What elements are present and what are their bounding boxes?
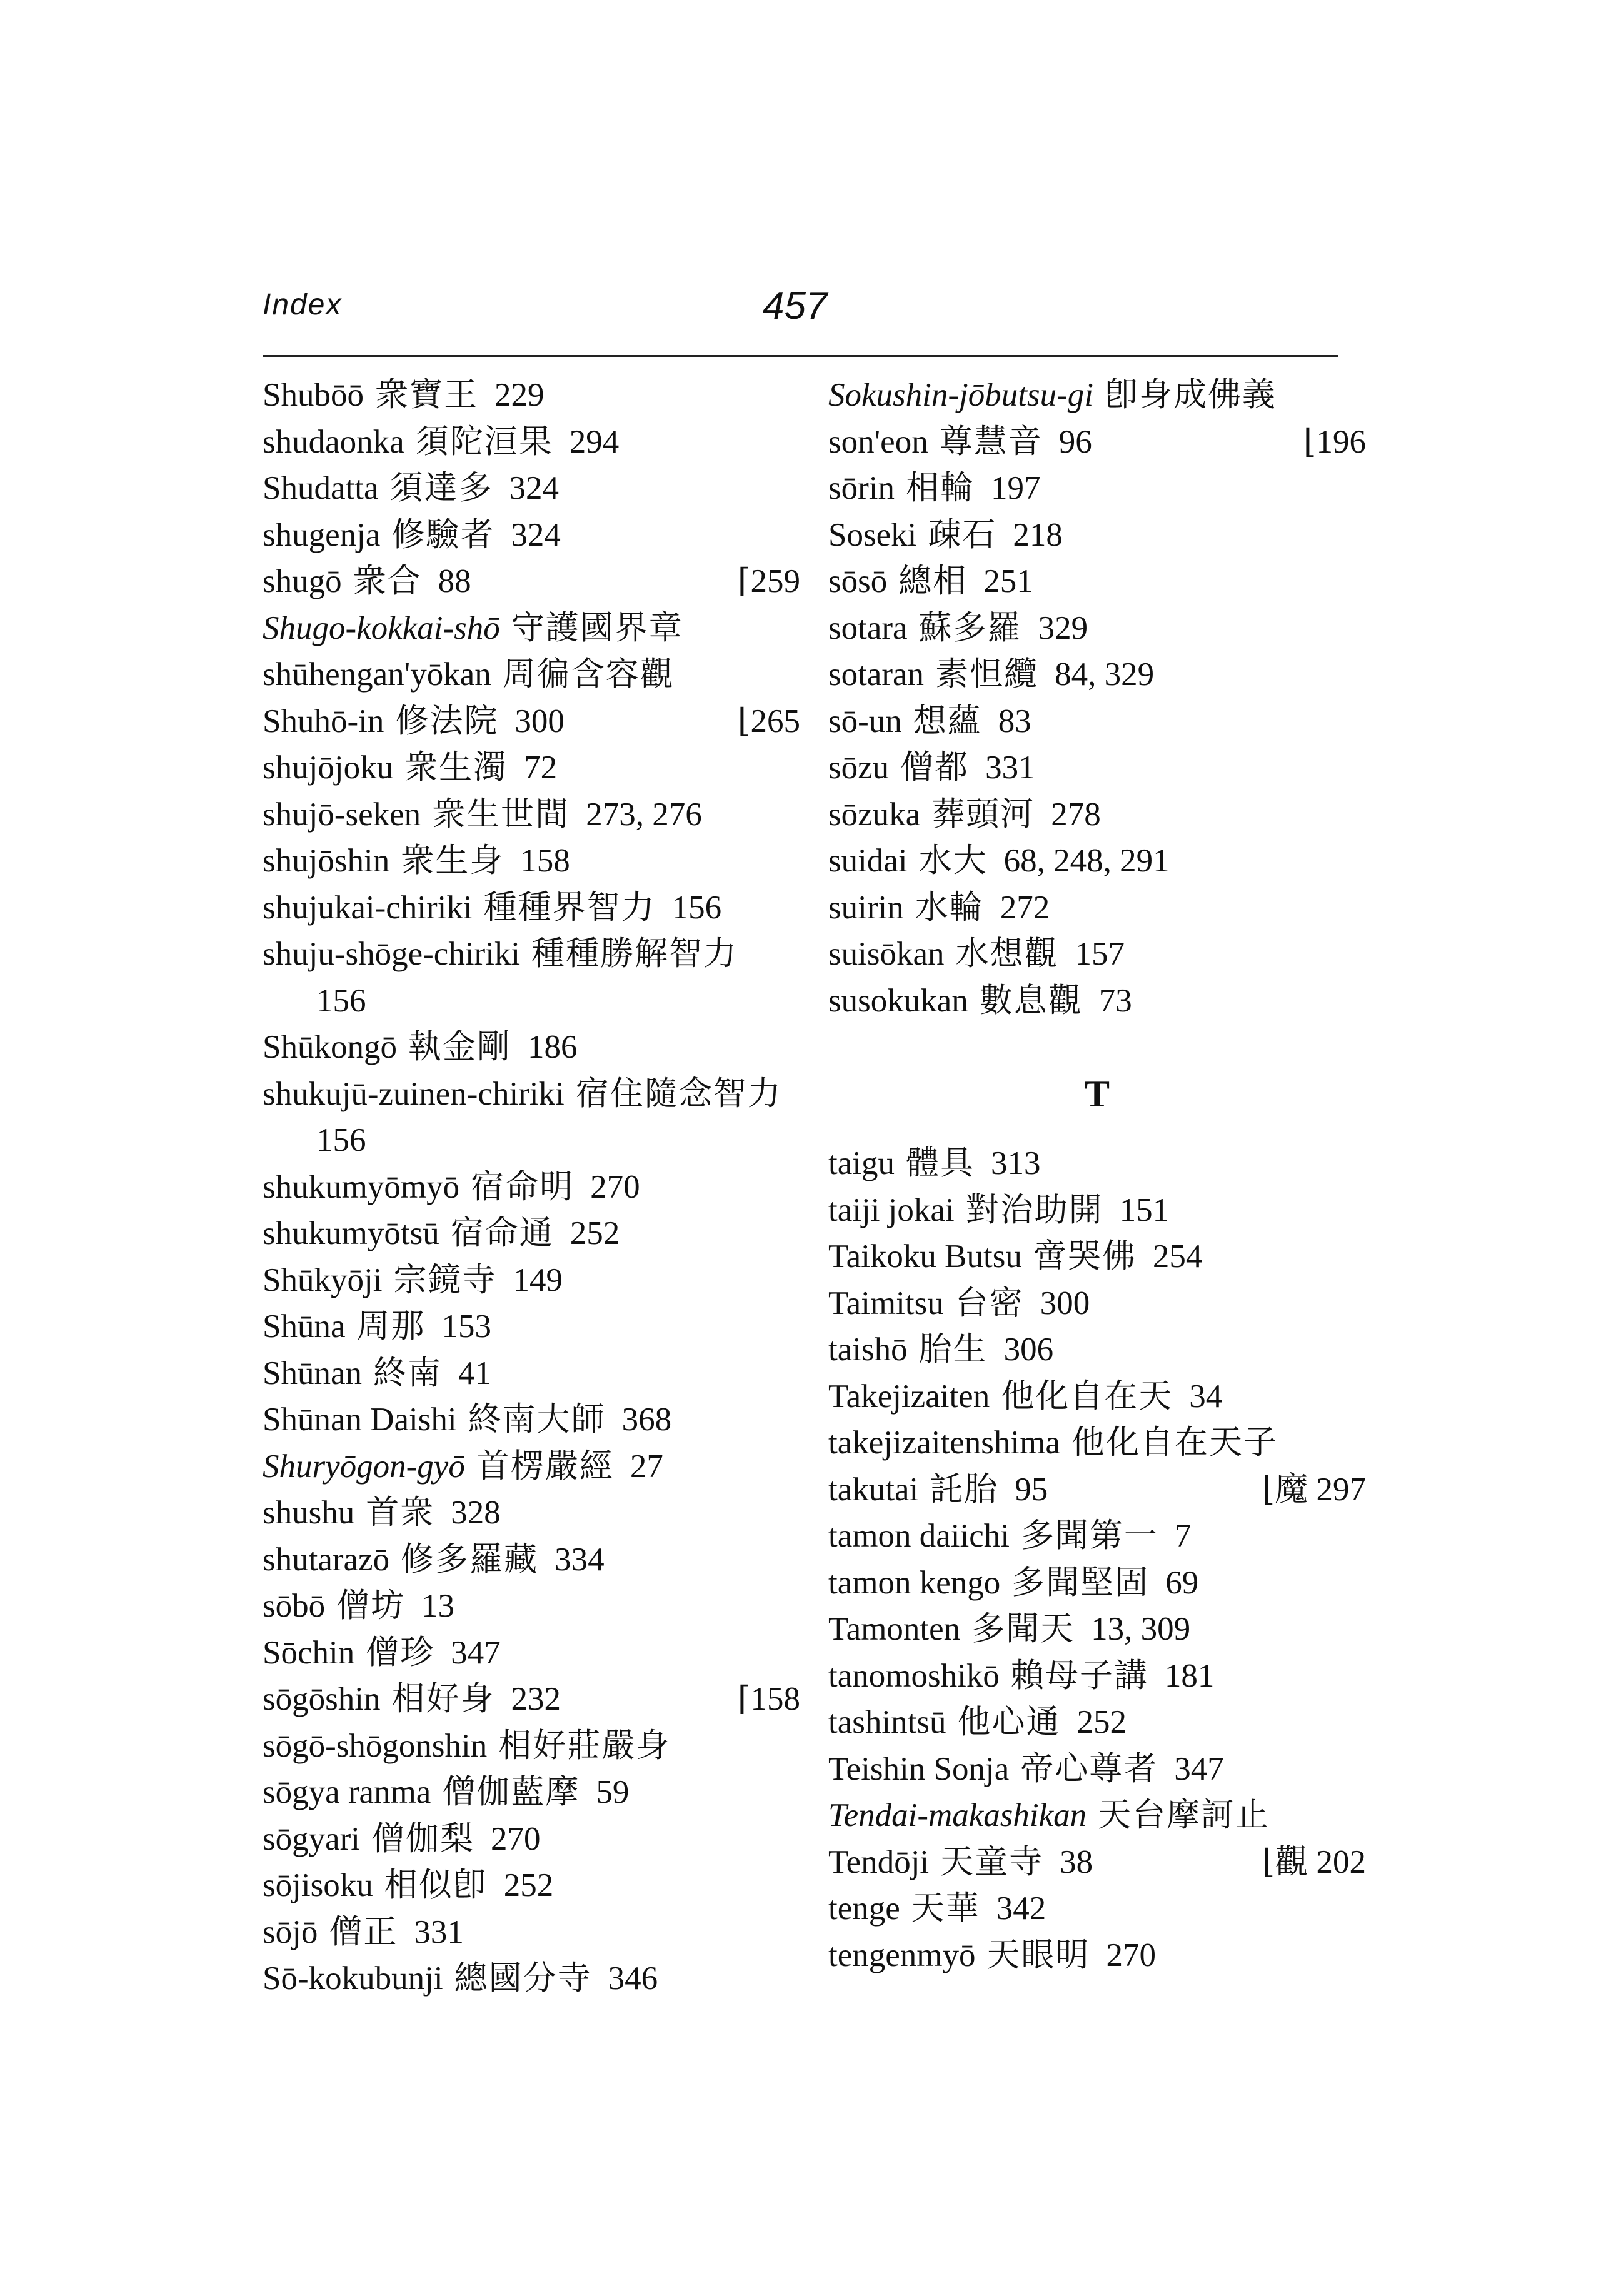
entry-term: Taikoku Butsu [828,1238,1022,1275]
entry-term: tanomoshikō [828,1657,1000,1694]
entry-term: takutai [828,1471,919,1508]
entry-kanji: 衆生世間 [432,795,570,833]
entry-term: Tendai-makashikan [828,1797,1087,1833]
entry-term: taiji jokai [828,1191,955,1228]
entry-kanji: 蘇多羅 [918,608,1022,647]
entry-pages: 151 [1119,1191,1170,1228]
entry-kanji: 須達多 [389,469,493,507]
entry-kanji: 首楞嚴經 [476,1446,614,1485]
entry-kanji: 相好莊嚴身 [498,1726,671,1765]
entry-kanji: 啻哭佛 [1033,1237,1137,1275]
entry-kanji: 僧都 [900,748,970,786]
entry-term: shūhengan'yōkan [263,656,491,693]
entry-term: Tamonten [828,1611,961,1647]
index-entry [828,1560,1366,1607]
entry-term: Takejizaiten [828,1378,990,1415]
index-entry [263,419,800,466]
entry-pages: 7 [1174,1518,1192,1554]
entry-kanji: 水想觀 [955,935,1059,973]
index-entry [828,1187,1366,1234]
entry-term: sōgya ranma [263,1774,431,1810]
running-head: Index [263,288,343,321]
entry-kanji: 託胎 [930,1470,999,1508]
entry-pages: 252 [1076,1704,1127,1740]
entry-term: shuju-shōge-chiriki [263,936,521,972]
index-entry [828,1513,1366,1560]
entry-pages: 306 [1003,1331,1054,1368]
entry-term: sōgō-shōgonshin [263,1727,488,1764]
entry-kanji: 天華 [911,1889,980,1927]
continuation-mark: ⌈259 [737,563,800,599]
index-entry [828,931,1366,978]
index-entry [828,1699,1366,1746]
entry-term: Sokushin-jōbutsu-gi [828,377,1093,413]
entry-term: Tendōji [828,1843,930,1880]
entry-kanji: 葬頭河 [931,795,1035,833]
index-entry [828,1373,1366,1420]
entry-kanji: 衆寶王 [374,376,478,414]
entry-kanji: 終南大師 [468,1400,606,1438]
entry-pages: 328 [451,1495,501,1531]
entry-pages: 149 [513,1261,563,1298]
entry-kanji: 終南 [373,1353,442,1392]
entry-kanji: 僧珍 [366,1633,435,1672]
entry-pages: 313 [990,1145,1041,1181]
entry-term: tamon daiichi [828,1518,1010,1554]
entry-term: suisōkan [828,936,945,972]
page-number: 457 [763,284,828,328]
entry-pages: 334 [555,1541,605,1578]
index-entry [828,558,1366,605]
entry-pages: 83 [998,703,1031,739]
index-entry [828,1885,1366,1932]
entry-kanji: 素怛纜 [935,655,1039,693]
index-entry [263,651,800,698]
index-entry [263,605,800,652]
entry-pages: 324 [509,470,559,506]
index-entry [828,1606,1366,1653]
entry-pages: 13 [421,1588,455,1624]
entry-kanji: 種種界智力 [483,888,656,926]
index-entry [828,838,1366,885]
entry-pages: 27 [630,1448,663,1485]
entry-term: Shudatta [263,470,379,506]
entry-pages: 38 [1060,1843,1093,1880]
index-entry [263,1816,800,1863]
index-entry [828,1233,1366,1280]
index-entry [828,978,1366,1025]
entry-pages: 181 [1164,1657,1215,1694]
entry-kanji: 僧伽藍摩 [442,1773,580,1811]
header-rule [263,355,1338,357]
index-entry [263,1024,800,1071]
entry-kanji: 守護國界章 [511,608,683,647]
index-entry [828,1839,1366,1886]
entry-term: sōgyari [263,1820,361,1857]
entry-term: Soseki [828,516,917,553]
index-entry [263,1537,800,1583]
index-entry [828,465,1366,512]
entry-kanji: 天童寺 [940,1842,1044,1881]
entry-pages: 72 [524,749,558,786]
continuation-mark: ⌊魔 297 [1262,1471,1366,1508]
entry-kanji: 宗鏡寺 [393,1260,497,1299]
page-header [263,284,1338,350]
entry-kanji: 台密 [955,1283,1024,1322]
entry-pages: 34 [1189,1378,1223,1415]
index-entry [263,1583,800,1630]
entry-kanji: 多聞天 [971,1610,1075,1648]
entry-kanji: 天眼明 [986,1935,1090,1974]
index-entry [263,558,800,605]
right-column-t-entries [828,1140,1366,1978]
entry-kanji: 僧正 [329,1912,398,1951]
entry-kanji: 宿住隨念智力 [575,1074,782,1113]
entry-kanji: 對治助開 [965,1190,1103,1229]
entry-pages: 331 [985,749,1035,786]
entry-term: shujōjoku [263,749,394,786]
entry-pages: 329 [1038,609,1088,646]
entry-kanji: 周那 [356,1307,426,1345]
entry-kanji: 衆合 [353,562,422,600]
entry-pages: 96 [1058,423,1092,460]
index-entry [263,885,800,931]
index-entry [828,885,1366,931]
index-entry [828,1326,1366,1373]
entry-kanji: 多聞堅固 [1011,1563,1150,1602]
entry-kanji: 衆生身 [401,841,504,880]
entry-pages: 218 [1013,516,1063,553]
entry-pages: 156 [316,982,366,1019]
entry-kanji: 想蘊 [913,701,982,740]
entry-kanji: 他化自在天子 [1071,1423,1278,1461]
entry-pages: 270 [1106,1937,1156,1973]
entry-term: taigu [828,1145,895,1181]
index-entry [263,1630,800,1677]
entry-term: suidai [828,843,908,879]
entry-pages: 324 [511,516,561,553]
entry-term: shugō [263,563,342,599]
entry-term: sōbō [263,1588,326,1624]
entry-kanji: 他化自在天 [1001,1376,1173,1415]
section-heading-t: T [1084,1073,1110,1115]
entry-kanji: 數息觀 [979,981,1083,1020]
entry-kanji: 天台摩訶止 [1098,1796,1270,1834]
index-entry [263,1723,800,1770]
index-entry [263,1769,800,1816]
entry-pages: 156 [671,889,722,926]
index-entry [828,1420,1366,1466]
entry-pages: 153 [441,1308,491,1345]
entry-pages: 270 [491,1820,541,1857]
entry-kanji: 執金剛 [408,1028,511,1066]
index-entry [263,931,800,1024]
entry-term: Shuryōgon-gyō [263,1448,465,1485]
entry-kanji: 相好身 [391,1680,495,1718]
index-entry [828,651,1366,698]
entry-kanji: 種種勝解智力 [531,935,738,973]
entry-kanji: 宿命明 [471,1167,575,1206]
entry-term: Shubōō [263,377,364,413]
entry-kanji: 修多羅藏 [401,1540,539,1578]
entry-term: shukumyōmyō [263,1168,460,1205]
continuation-mark: ⌊265 [737,703,800,739]
entry-pages: 254 [1152,1238,1203,1275]
entry-term: tenge [828,1890,900,1927]
entry-pages: 252 [503,1867,554,1903]
entry-pages: 347 [451,1634,501,1671]
entry-term: Teishin Sonja [828,1750,1010,1787]
entry-pages: 232 [511,1681,561,1717]
entry-pages: 84, 329 [1055,656,1155,693]
index-entry [828,791,1366,838]
entry-term: shutarazō [263,1541,390,1578]
index-entry [828,1140,1366,1187]
entry-term: Shugo-kokkai-shō [263,609,500,646]
entry-kanji: 首衆 [366,1493,435,1532]
entry-term: shukumyōtsū [263,1215,439,1251]
index-entry [828,512,1366,559]
entry-pages: 229 [494,377,545,413]
index-entry [263,1396,800,1443]
index-entry [263,1257,800,1304]
entry-term: Sōchin [263,1634,355,1671]
index-entry [828,419,1366,466]
entry-kanji: 胎生 [918,1330,988,1368]
entry-term: Taimitsu [828,1285,944,1321]
entry-term: sō-un [828,703,902,739]
entry-term: Shūnan [263,1355,362,1391]
entry-term: Sō-kokubunji [263,1960,443,1997]
entry-pages: 273, 276 [586,796,702,833]
index-entry [828,605,1366,652]
entry-pages: 368 [621,1401,672,1438]
entry-kanji: 體具 [905,1144,975,1182]
index-entry [828,698,1366,745]
entry-term: takejizaitenshima [828,1425,1060,1461]
entry-pages: 300 [1040,1285,1090,1321]
entry-term: Shuhō-in [263,703,384,739]
entry-term: sōzuka [828,796,921,833]
entry-term: Shūkyōji [263,1261,383,1298]
index-entry [263,1490,800,1537]
entry-kanji: 尊慧音 [939,422,1043,461]
index-entry [828,1792,1366,1839]
entry-term: Shūna [263,1308,346,1345]
entry-term: son'eon [828,423,928,460]
entry-kanji: 帝心尊者 [1020,1749,1158,1788]
index-entry [263,512,800,559]
entry-term: sōzu [828,749,890,786]
entry-kanji: 修驗者 [391,515,495,554]
entry-term: sōjisoku [263,1867,373,1903]
entry-kanji: 水輪 [915,888,984,926]
entry-term: susokukan [828,982,968,1019]
entry-term: Shūnan Daishi [263,1401,457,1438]
entry-pages: 158 [520,843,570,879]
index-entry [828,372,1366,419]
index-entry [263,1955,800,2002]
continuation-mark: ⌈158 [737,1681,800,1717]
entry-term: tengenmyō [828,1937,976,1973]
right-column-s-entries [828,372,1366,1024]
entry-kanji: 總相 [898,562,968,600]
entry-pages: 95 [1015,1471,1048,1508]
entry-pages: 186 [527,1029,578,1065]
entry-term: sōsō [828,563,888,599]
continuation-mark: ⌊196 [1303,423,1366,460]
entry-term: Shūkongō [263,1029,397,1065]
index-entry [828,1653,1366,1700]
index-entry [828,744,1366,791]
index-entry [263,1164,800,1211]
entry-kanji: 相輪 [906,469,975,507]
entry-kanji: 總國分寺 [454,1959,592,1997]
right-column [828,372,1366,1978]
index-entry [828,1746,1366,1793]
index-entry [263,1303,800,1350]
index-entry [263,1071,800,1164]
entry-term: sotara [828,609,908,646]
index-entry [263,698,800,745]
entry-pages: 59 [596,1774,630,1810]
entry-term: shujō-seken [263,796,421,833]
entry-pages: 347 [1174,1750,1224,1787]
entry-term: taishō [828,1331,908,1368]
entry-pages: 270 [590,1168,640,1205]
entry-pages: 278 [1051,796,1101,833]
entry-term: tamon kengo [828,1564,1001,1601]
entry-kanji: 衆生濁 [404,748,508,786]
index-entry [263,372,800,419]
index-entry [263,1676,800,1723]
entry-kanji: 須陀洹果 [415,422,553,461]
entry-pages: 342 [996,1890,1046,1927]
entry-kanji: 他心通 [957,1703,1061,1741]
entry-pages: 13, 309 [1091,1611,1191,1647]
left-column [263,372,800,2002]
entry-kanji: 僧坊 [336,1587,406,1625]
entry-pages: 73 [1098,982,1132,1019]
entry-term: sōrin [828,470,895,506]
entry-term: shujōshin [263,843,390,879]
entry-term: suirin [828,889,904,926]
entry-pages: 41 [458,1355,491,1391]
entry-pages: 68, 248, 291 [1003,843,1170,879]
entry-term: sotaran [828,656,925,693]
entry-pages: 294 [569,423,620,460]
index-entry [263,744,800,791]
entry-pages: 272 [1000,889,1050,926]
entry-term: shujukai-chiriki [263,889,473,926]
entry-kanji: 多聞第一 [1020,1516,1158,1555]
entry-pages: 300 [514,703,565,739]
index-entry [263,1909,800,1956]
entry-kanji: 修法院 [395,701,499,740]
entry-term: sōgōshin [263,1681,381,1717]
index-entry [263,1862,800,1909]
entry-kanji: 周徧含容觀 [502,655,675,693]
entry-pages: 156 [316,1122,366,1158]
index-entry [828,1280,1366,1327]
entry-kanji: 卽身成佛義 [1104,376,1277,414]
entry-term: shukujū-zuinen-chiriki [263,1075,565,1112]
index-entry [828,1466,1366,1513]
entry-kanji: 賴母子講 [1010,1656,1148,1695]
entry-kanji: 相似卽 [384,1866,488,1904]
index-entry [263,791,800,838]
index-entry [263,838,800,885]
entry-pages: 197 [991,470,1041,506]
entry-term: sōjō [263,1913,318,1950]
index-entry [263,1350,800,1397]
entry-pages: 346 [608,1960,658,1997]
entry-pages: 331 [414,1913,464,1950]
index-entry [263,465,800,512]
entry-pages: 252 [570,1215,620,1251]
entry-pages: 157 [1075,936,1125,972]
index-entry [263,1443,800,1490]
continuation-mark: ⌊觀 202 [1262,1843,1366,1880]
entry-term: shudaonka [263,423,404,460]
entry-kanji: 水大 [918,841,988,880]
entry-pages: 88 [438,563,471,599]
entry-term: shushu [263,1495,355,1531]
entry-term: tashintsū [828,1704,946,1740]
index-entry [828,1932,1366,1979]
entry-kanji: 僧伽梨 [371,1819,475,1858]
entry-pages: 251 [983,563,1033,599]
entry-pages: 69 [1165,1564,1199,1601]
entry-kanji: 疎石 [928,515,997,554]
entry-term: shugenja [263,516,381,553]
index-entry [263,1210,800,1257]
entry-kanji: 宿命通 [450,1214,554,1252]
